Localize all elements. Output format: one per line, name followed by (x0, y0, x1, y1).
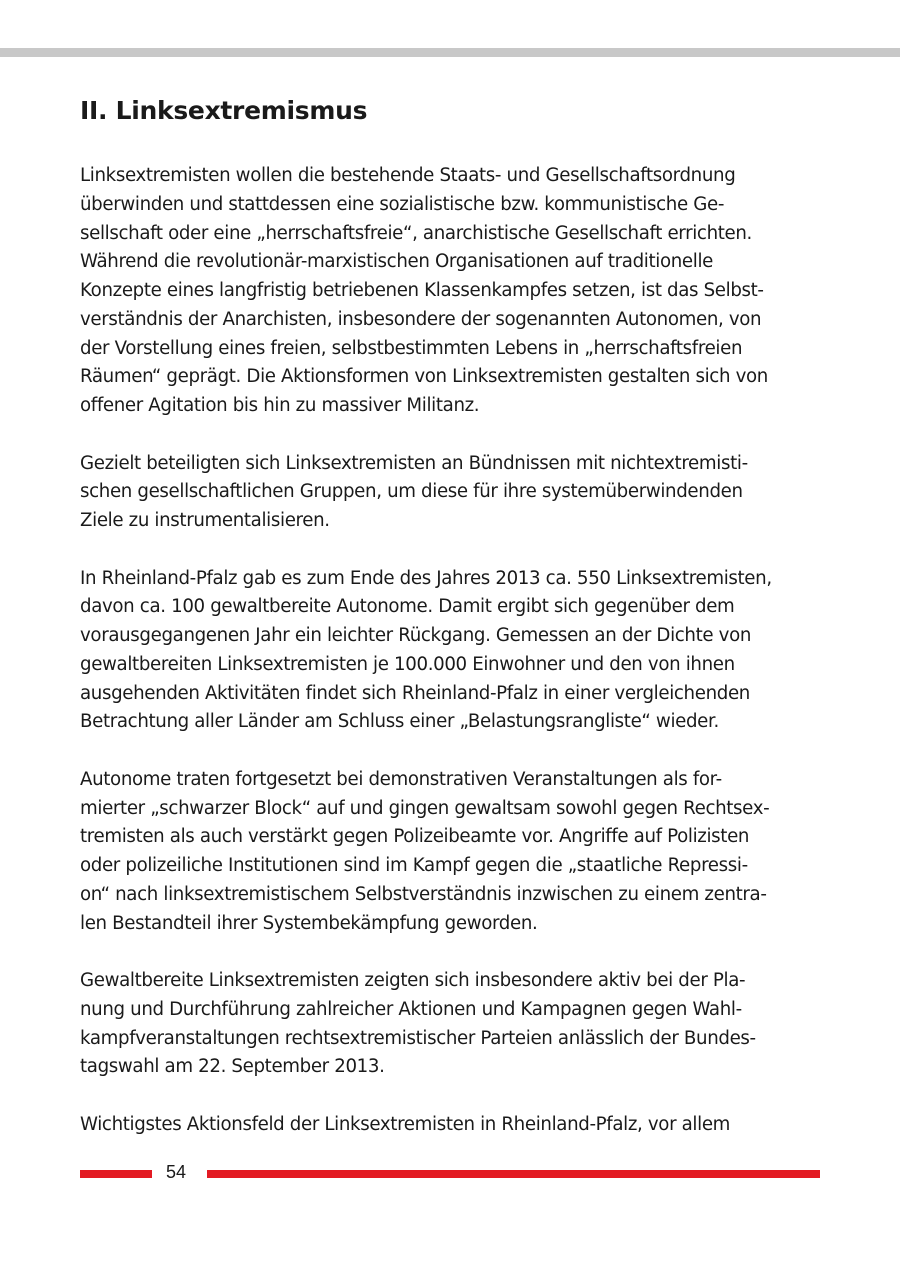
text-line: überwinden und stattdessen eine sozialistische bzw. kommunistische Ge- (80, 193, 725, 215)
text-line: Konzepte eines langfristig betriebenen Klassenkampfes setzen, ist das Selbst- (80, 280, 764, 301)
top-divider-bar (0, 48, 900, 57)
paragraph (80, 162, 820, 421)
text-line: schen gesellschaftlichen Gruppen, um diese für ihre systemüberwindenden (80, 481, 743, 503)
text-line: tagswahl am 22. September 2013. (80, 1056, 385, 1078)
section-heading: II. Linksextremismus (80, 96, 368, 125)
text-line: gewaltbereiten Linksextremisten je 100.000 Einwohner und den von ihnen (80, 653, 735, 675)
text-line: der Vorstellung eines freien, selbstbestimmten Lebens in „herrschaftsfreien (80, 337, 743, 359)
footer-bar-left (80, 1170, 152, 1178)
text-line: Betrachtung aller Länder am Schluss einer „Belastungsrangliste“ wieder. (80, 711, 719, 733)
text-line: on“ nach linksextremistischem Selbstverständnis inzwischen zu einem zentra- (80, 883, 767, 905)
page-number: 54 (166, 1162, 187, 1182)
paragraph (80, 450, 820, 536)
text-line: verständnis der Anarchisten, insbesondere der sogenannten Autonomen, von (80, 308, 762, 330)
paragraph (80, 565, 820, 738)
text-line: Gezielt beteiligten sich Linksextremisten an Bündnissen mit nichtextremisti- (80, 452, 748, 474)
text-line: Wichtigstes Aktionsfeld der Linksextremisten in Rheinland-Pfalz, vor allem (80, 1113, 731, 1135)
text-line: ausgehenden Aktivitäten findet sich Rheinland-Pfalz in einer vergleichenden (80, 682, 750, 704)
text-line: tremisten als auch verstärkt gegen Polizeibeamte vor. Angriffe auf Polizisten (80, 826, 750, 848)
paragraph (80, 1111, 820, 1140)
text-line: In Rheinland-Pfalz gab es zum Ende des Jahres 2013 ca. 550 Linksextremisten, (80, 567, 772, 589)
text-line: Autonome traten fortgesetzt bei demonstrativen Veranstaltungen als for- (80, 768, 722, 790)
body-text (80, 162, 820, 1168)
text-line: Gewaltbereite Linksextremisten zeigten sich insbesondere aktiv bei der Pla- (80, 970, 746, 991)
text-line: Während die revolutionär-marxistischen Organisationen auf traditionelle (80, 251, 713, 273)
text-line: nung und Durchführung zahlreicher Aktionen und Kampagnen gegen Wahl- (80, 998, 742, 1020)
text-line: Ziele zu instrumentalisieren. (80, 510, 330, 531)
text-line: Linksextremisten wollen die bestehende Staats- und Gesellschaftsordnung (80, 165, 736, 186)
text-line: Räumen“ geprägt. Die Aktionsformen von Linksextremisten gestalten sich von (80, 366, 768, 388)
text-line: len Bestandteil ihrer Systembekämpfung geworden. (80, 912, 538, 934)
text-line: kampfveranstaltungen rechtsextremistischer Parteien anlässlich der Bundes- (80, 1027, 756, 1049)
text-line: mierter „schwarzer Block“ auf und gingen gewaltsam sowohl gegen Rechtsex- (80, 797, 770, 819)
text-line: oder polizeiliche Institutionen sind im Kampf gegen die „staatliche Repressi- (80, 855, 748, 876)
footer-bar-right (207, 1170, 820, 1178)
text-line: davon ca. 100 gewaltbereite Autonome. Damit ergibt sich gegenüber dem (80, 596, 735, 618)
paragraph (80, 967, 820, 1082)
text-line: vorausgegangenen Jahr ein leichter Rückgang. Gemessen an der Dichte von (80, 625, 752, 646)
paragraph (80, 766, 820, 939)
text-line: sellschaft oder eine „herrschaftsfreie“, anarchistische Gesellschaft errichten. (80, 222, 752, 244)
text-line: offener Agitation bis hin zu massiver Militanz. (80, 395, 480, 416)
